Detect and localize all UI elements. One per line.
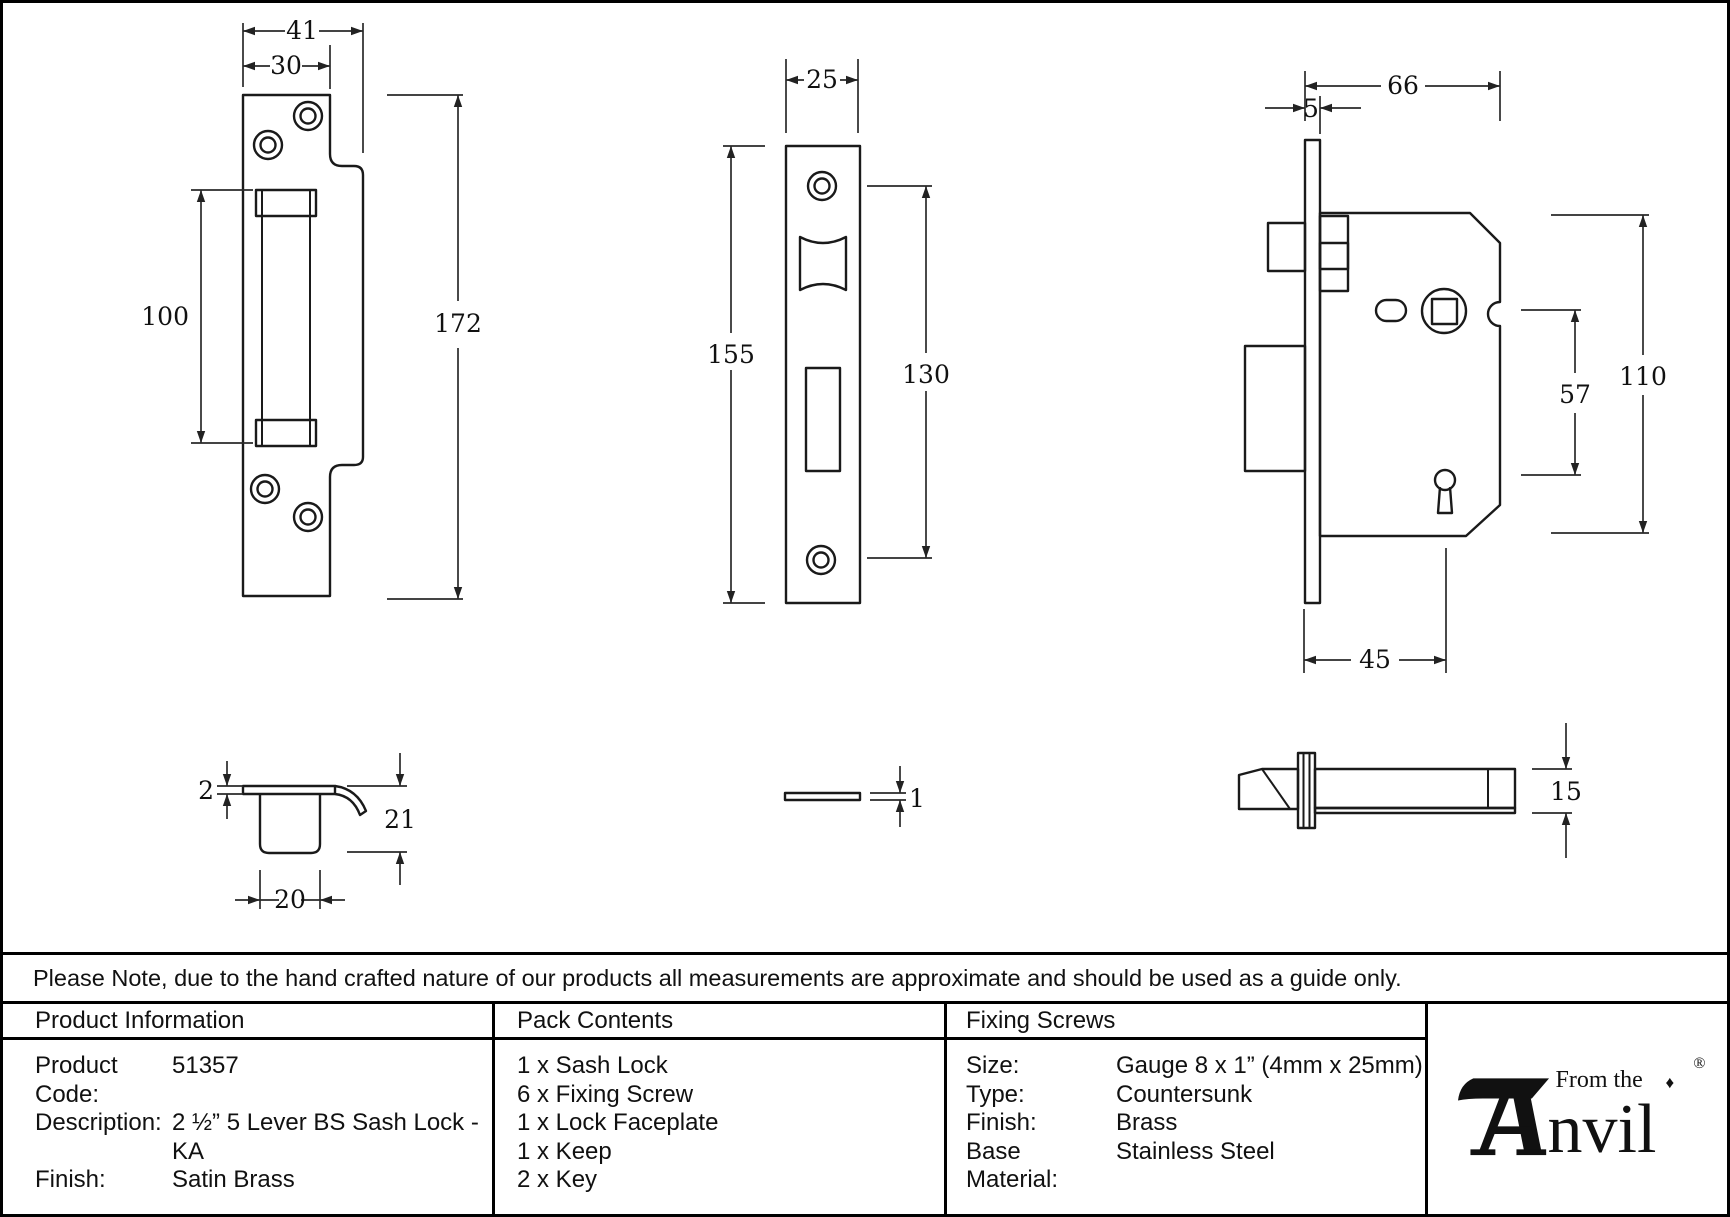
screw-material-label: Base Material: [966, 1137, 1059, 1193]
list-item: 1 x Lock Faceplate [517, 1109, 719, 1136]
lock-case-side-view [1245, 71, 1667, 674]
dim-keep-plate-thickness: 2 [198, 776, 214, 805]
keep-profile-dust-box [260, 794, 320, 853]
dim-keep-box-width: 20 [274, 885, 306, 914]
list-item: 1 x Sash Lock [517, 1052, 668, 1079]
note-text: Please Note, due to the hand crafted nature of our products all measurements are approximate and should be used as a guide only. [33, 964, 1402, 991]
faceplate-deadbolt-cutout [806, 368, 840, 471]
screw-finish-label: Finish: [966, 1109, 1037, 1136]
description-value: 2 ½” 5 Lever BS Sash Lock - KA [172, 1109, 479, 1165]
from-the-anvil-logo [1454, 1055, 1706, 1168]
keep-profile-lip [335, 786, 366, 815]
dim-lock-case-height: 110 [1619, 362, 1667, 391]
oval-hole [1376, 300, 1406, 321]
table-row [966, 1138, 1425, 1195]
product-information-header: Product Information [3, 1004, 492, 1040]
dim-lock-backset: 45 [1359, 645, 1391, 674]
technical-drawings [3, 3, 1727, 952]
faceplate-profile-bar [785, 793, 860, 800]
screw-material-value: Stainless Steel [1116, 1137, 1275, 1165]
faceplate-screw-holes [807, 172, 836, 574]
dim-keep-total-height: 172 [434, 309, 482, 338]
list-item: 2 x Key [517, 1166, 598, 1193]
keep-profile-view [198, 753, 416, 914]
product-code-label: Product Code: [35, 1052, 118, 1108]
faceplate-front-view [707, 59, 950, 603]
fixing-screws-header: Fixing Screws [947, 1004, 1425, 1040]
list-item: 1 x Keep [517, 1137, 612, 1165]
screw-finish-value: Brass [1116, 1109, 1178, 1136]
measurement-note [3, 952, 1727, 1004]
screw-size-label: Size: [966, 1052, 1020, 1079]
dim-lock-case-thickness: 15 [1550, 777, 1582, 806]
anvil-icon [1454, 1065, 1554, 1157]
table-row [966, 1052, 1425, 1081]
dim-spindle-to-keyhole: 57 [1559, 380, 1591, 409]
lock-profile-latch-bevel [1262, 769, 1290, 809]
table-row [966, 1081, 1425, 1110]
finish-value: Satin Brass [172, 1166, 295, 1193]
fixing-screws-column [947, 1004, 1428, 1214]
list-item: 6 x Fixing Screw [517, 1080, 694, 1108]
product-information-column [3, 1004, 495, 1214]
lock-profile-latch [1239, 769, 1298, 809]
dim-faceplate-thickness: 1 [909, 784, 925, 813]
latch-spring-hatch [1320, 243, 1348, 269]
dim-keep-box-height: 100 [141, 302, 189, 331]
keep-slot-bottom-flange [256, 420, 316, 446]
pack-contents-column [495, 1004, 947, 1214]
keep-front-view [141, 16, 482, 599]
lock-profile-case [1315, 769, 1515, 808]
info-table [3, 1004, 1727, 1214]
registered-trademark-icon: ® [1693, 1055, 1706, 1072]
pack-contents-header: Pack Contents [495, 1004, 944, 1040]
dim-lock-depth: 66 [1387, 71, 1419, 100]
product-code-value: 51357 [172, 1052, 239, 1079]
keep-slot-top-flange [256, 190, 316, 216]
table-row [35, 1166, 492, 1195]
keep-profile-plate [243, 786, 335, 794]
logo-tagline: From the [1555, 1067, 1643, 1093]
latch-inner-block [1320, 216, 1348, 291]
dim-keep-depth: 21 [384, 805, 416, 834]
finish-label: Finish: [35, 1166, 106, 1193]
dim-faceplate-screw-centres: 130 [902, 360, 950, 389]
latch-bolt [1268, 223, 1305, 271]
logo-brand-text: nvil [1547, 1091, 1657, 1168]
dim-keep-plate-width: 30 [270, 51, 302, 80]
table-row [35, 1109, 492, 1166]
dim-faceplate-height: 155 [707, 340, 755, 369]
dim-lock-faceplate-thickness: 5 [1303, 94, 1319, 123]
description-label: Description: [35, 1109, 162, 1136]
spindle-follower [1422, 289, 1466, 333]
keyhole [1435, 470, 1455, 513]
faceplate-profile-view [785, 766, 925, 827]
table-row [966, 1109, 1425, 1138]
lock-faceplate-bar [1305, 140, 1320, 603]
table-row [35, 1052, 492, 1109]
lock-case-profile-view [1239, 723, 1582, 858]
deadbolt [1245, 346, 1305, 471]
faceplate-latch-cutout [800, 237, 846, 290]
lock-profile-base-band [1315, 808, 1515, 813]
screw-type-label: Type: [966, 1080, 1025, 1108]
dim-faceplate-width: 25 [806, 65, 838, 94]
screw-size-value: Gauge 8 x 1” (4mm x 25mm) [1116, 1052, 1423, 1079]
lock-profile-faceplate [1298, 753, 1315, 828]
logo-cell [1428, 1004, 1727, 1214]
screw-type-value: Countersunk [1116, 1080, 1253, 1108]
faceplate-outline [786, 146, 860, 603]
dim-keep-total-width: 41 [286, 16, 318, 45]
diamond-icon: ♦ [1665, 1073, 1675, 1092]
